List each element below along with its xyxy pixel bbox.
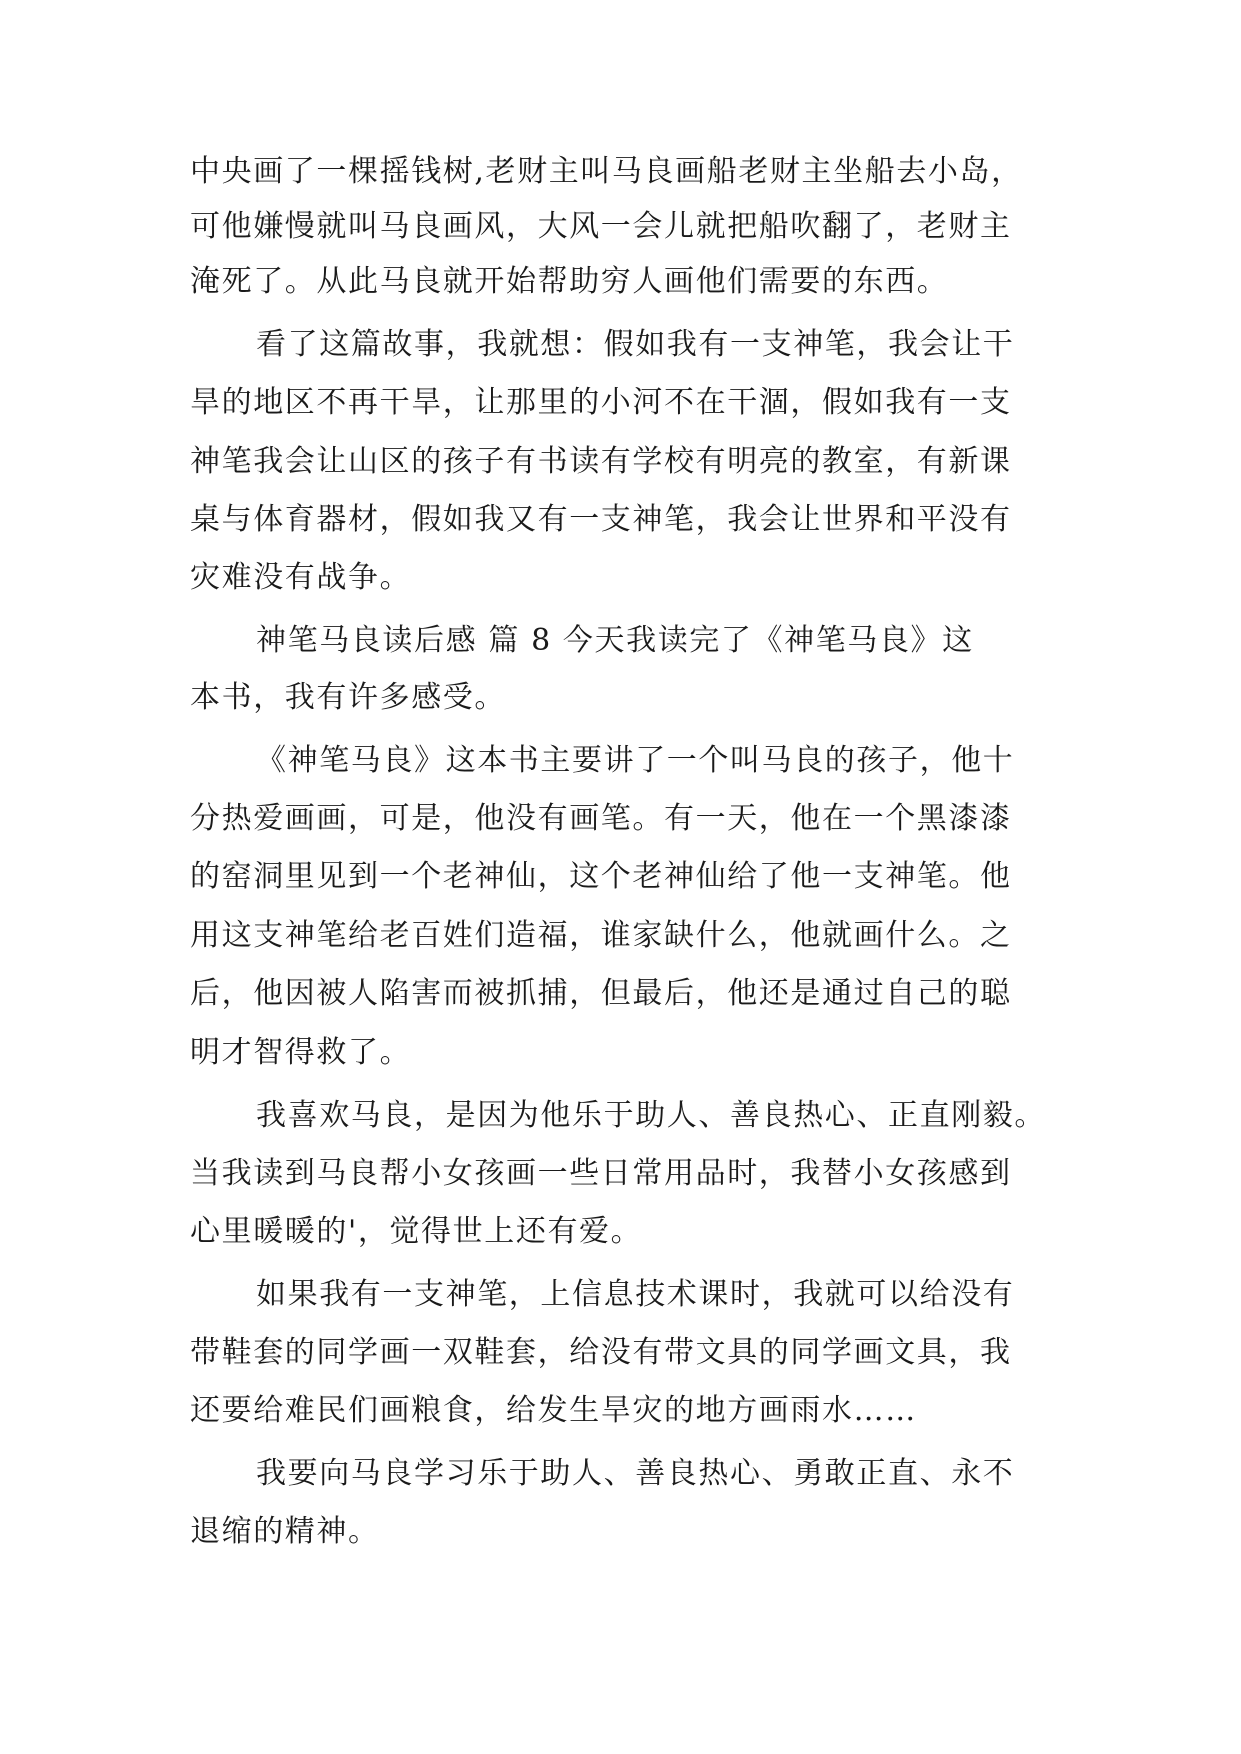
text-line: 后，他因被人陷害而被抓捕，但最后，他还是通过自己的聪 <box>190 976 1012 1011</box>
text-line: 带鞋套的同学画一双鞋套，给没有带文具的同学画文具，我 <box>190 1335 1012 1370</box>
text-line: 本书，我有许多感受。 <box>190 680 506 715</box>
text-line: 我要向马良学习乐于助人、善良热心、勇敢正直、永不 <box>256 1456 1015 1491</box>
text-line: 退缩的精神。 <box>190 1514 380 1549</box>
text-line: 用这支神笔给老百姓们造福，谁家缺什么，他就画什么。之 <box>190 918 1012 953</box>
text-line: 我喜欢马良，是因为他乐于助人、善良热心、正直刚毅。 <box>256 1098 1046 1133</box>
text-line: 灾难没有战争。 <box>190 560 412 595</box>
text-line: 的窑洞里见到一个老神仙，这个老神仙给了他一支神笔。他 <box>190 859 1012 894</box>
text-line: 看了这篇故事，我就想：假如我有一支神笔，我会让干 <box>256 327 1015 362</box>
text-line: 神笔我会让山区的孩子有书读有学校有明亮的教室，有新课 <box>190 444 1012 479</box>
text-line: 可他嫌慢就叫马良画风，大风一会儿就把船吹翻了，老财主 <box>190 209 1012 244</box>
text-line: 当我读到马良帮小女孩画一些日常用品时，我替小女孩感到 <box>190 1156 1012 1191</box>
text-line: 还要给难民们画粮食，给发生旱灾的地方画雨水…… <box>190 1393 917 1428</box>
text-line: 《神笔马良》这本书主要讲了一个叫马良的孩子，他十 <box>256 743 1015 778</box>
section-heading-line: 神笔马良读后感 篇 8 今天我读完了《神笔马良》这 <box>256 623 974 658</box>
text-line: 明才智得救了。 <box>190 1035 412 1070</box>
text-line: 如果我有一支神笔，上信息技术课时，我就可以给没有 <box>256 1277 1015 1312</box>
text-line: 桌与体育器材，假如我又有一支神笔，我会让世界和平没有 <box>190 502 1012 537</box>
text-line: 分热爱画画，可是，他没有画笔。有一天，他在一个黑漆漆 <box>190 801 1012 836</box>
text-line: 旱的地区不再干旱，让那里的小河不在干涸，假如我有一支 <box>190 385 1012 420</box>
text-line: 淹死了。从此马良就开始帮助穷人画他们需要的东西。 <box>190 264 949 299</box>
text-line: 中央画了一棵摇钱树,老财主叫马良画船老财主坐船去小岛， <box>190 154 1023 189</box>
text-line: 心里暖暖的'，觉得世上还有爱。 <box>190 1214 643 1249</box>
